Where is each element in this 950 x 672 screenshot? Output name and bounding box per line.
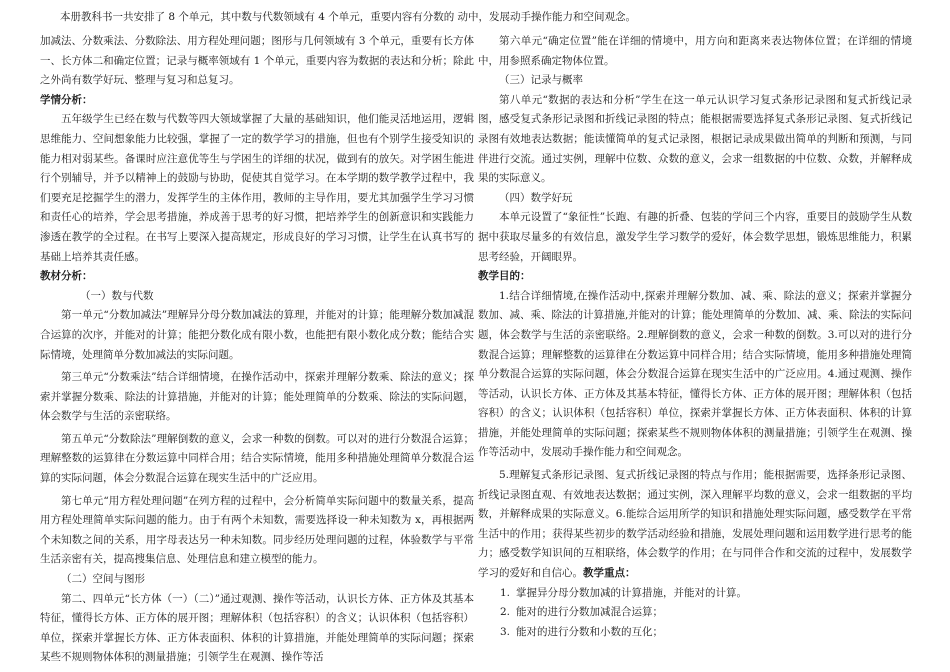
- left-column: [40, 32, 474, 668]
- list-item: [478, 584, 912, 604]
- goals-paragraph-2: [478, 466, 912, 584]
- unit8-paragraph: 第八单元“数据的表达和分析”学生在这一单元认识学习复式条形记录图和复式折线记录图，感受复式条形记录图和折线记录图的特点；能根据需要选择复式条形记录图、复式折线记录图有效地表达数据；能读懂简单的复式记录图，根据记录成果做出简单的判断和预测，与同伴进行交流。通过实例，理解中位数、众数的意义，会求一组数据的中位数、众数，并解释成果的实际意义。: [478, 93, 912, 185]
- math-fun-paragraph: 本单元设置了“象征性”长跑、有趣的折叠、包装的学问三个内容，重要目的鼓励学生从数据中获取尽量多的有效信息，激发学生学习数学的爱好，体会数学思想，锻炼思维能力，积累思考经验，开阔眼界。: [478, 211, 912, 263]
- unit5-paragraph: 第五单元“分数除法”理解倒数的意义，会求一种数的倒数。可以对的进行分数混合运算；理解整数的运算律在分数运算中同样合用；结合实际情境，能用多种措施处理简单分数混合运算的实际问题，体会分数混合运算在现实生活中的广泛应用。: [40, 432, 474, 485]
- intro-first-line: 本册教科书一共安排了 8 个单元，其中数与代数领域有 4 个单元，重要内容有分数的 动中，发展动手操作能力和空间观念。: [60, 11, 637, 23]
- list-item-text: 掌握异分母分数加减的计算措施，并能对的计算。: [516, 586, 748, 599]
- section-title-space-shape: （二）空间与图形: [61, 573, 145, 586]
- list-item: [478, 603, 912, 623]
- heading-teaching-goals: 教学目的：: [478, 270, 531, 283]
- unit6-paragraph: 第六单元“确定位置”能在详细的情境中，用方向和距离来表达物体位置；在详细的情境中，用参照系确定物体位置。: [478, 35, 912, 67]
- list-item-text: 能对的进行分数加减混合运算；: [516, 606, 664, 619]
- goals-paragraph-2-text: 5.理解复式条形记录图、复式折线记录图的特点与作用；能根据需要，选择条形记录图、折线记录图直观、有效地表达数据；通过实例，深入理解平均数的意义，会求一组数据的平均数，并解释成果的实际意义。6.能综合运用所学的知识和措施处理实际问题，感受数学在平常生活中的作用；获得某些初步的数学活动经验和措施，发展处理问题和运用数学进行思考的能力；感受数学知识间的互相联络，体会数学的作用；在与同伴合作和交流的过程中，发展数学学习的爱好和自信心。: [478, 469, 912, 580]
- heading-textbook-analysis: 教材分析：: [40, 270, 93, 283]
- list-item: [478, 623, 912, 643]
- key-points-list: [478, 584, 912, 643]
- unit3-paragraph: 第三单元“分数乘法”结合详细情境，在操作活动中，探索并理解分数乘、除法的意义；探索并掌握分数乘、除法的计算措施，并能对的计算；能处理简单的分数乘、除法的实际问题，体会数学与生活的亲密联络。: [40, 371, 474, 423]
- list-item-number: 1.: [500, 586, 511, 599]
- section-title-number-algebra: （一）数与代数: [80, 289, 154, 302]
- intro-paragraph: 加减法、分数乘法、分数除法、用方程处理问题；图形与几何领域有 3 个单元，重要有长方体一、长方体二和确定位置；记录与概率领域有 1 个单元，重要内容为数据的表达和分析；除此之外尚有数学好玩、整理与复习和总复习。: [40, 35, 474, 87]
- student-analysis-text: 五年级学生已经在数与代数等四大领域掌握了大量的基础知识，他们能灵活地运用，逻辑思维能力、空间想象能力比较强，掌握了一定的数学学习的措施，但也有个别学生接受知识的能力相对弱某些。备课时应注意优等生与学困生的详细的状况，做到有的放矢。对学困生能进行个别辅导，并予以精神上的鼓励与协助，促使其自觉学习。在本学期的数学教学过程中，我们要充足挖掘学生的潜力，发挥学生的主体作用，教师的主导作用，要尤其加强学生学习习惯和责任心的培养，学会思考措施，养成善于思考的好习惯，把培养学生的创新意识和实践能力渗透在教学的全过程。在书写上要深入提高规定，形成良好的学习习惯，让学生在认真书写的基础上培养其责任感。: [40, 113, 474, 263]
- goals-paragraph-1: 1.结合详细情境,在操作活动中,探索并理解分数加、减、乘、除法的意义；探索并掌握分数加、减、乘、除法的计算措施,并能对的计算；能处理简单的分数加、减、乘、除法的实际问题，体会数学与生活的亲密联络。2.理解倒数的意义，会求一种数的倒数。3.可以对的进行分数混合运算；理解整数的运算律在分数运算中同样合用；结合实际情境，能用多种措施处理简单分数混合运算的实际问题，体会分数混合运算在现实生活中的广泛应用。4.通过观测、操作等活动，认识长方体、正方体及其基本特征，懂得长方体、正方体的展开图；理解体积（包括容积）的含义；认识体积（包括容积）单位，探索并掌握长方体、正方体表面积、体积的计算措施，并能处理简单的实际问题；探索某些不规则物体体积的测量措施；引领学生在观测、操作等活动中，发展动手操作能力和空间观念。: [478, 289, 912, 459]
- unit7-paragraph: 第七单元“用方程处理问题”在列方程的过程中，会分析简单实际问题中的数量关系，提高用方程处理简单实际问题的能力。由于有两个未知数，需要选择设一种未知数为 x，再根据两个未知数之间的关系，用字母表达另一种未知数。同步经历处理问题的过程，体验数学与平常生活亲密有关，提高搜集信息、处理信息和建立模型的能力。: [40, 494, 474, 566]
- unit2-4-paragraph: 第二、四单元“长方体（一）（二）”通过观测、操作等活动，认识长方体、正方体及其基本特征，懂得长方体、正方体的展开图；理解体积（包括容积）的含义；认识体积（包括容积）单位，探索并掌握长方体、正方体表面积、体积的计算措施，并能处理简单的实际问题；探索某些不规则物体体积的测量措施；引领学生在观测、操作等活: [40, 592, 474, 664]
- section-title-statistics: （三）记录与概率: [499, 74, 583, 87]
- list-item-text: 能对的进行分数和小数的互化；: [516, 625, 664, 638]
- section-title-math-fun: （四）数学好玩: [499, 191, 573, 204]
- right-column: [478, 32, 912, 642]
- heading-student-analysis: 学情分析：: [40, 93, 93, 106]
- unit1-paragraph: 第一单元“分数加减法”理解异分母分数加减法的算理，并能对的计算；能理解分数加减混合运算的次序，并能对的计算；能把分数化成有限小数，也能把有限小数化成分数；能结合实际情境，处理简单分数加减法的实际问题。: [40, 309, 474, 361]
- heading-key-points: 教学重点：: [583, 567, 636, 580]
- list-item-number: 3.: [500, 625, 511, 638]
- list-item-number: 2.: [500, 606, 511, 619]
